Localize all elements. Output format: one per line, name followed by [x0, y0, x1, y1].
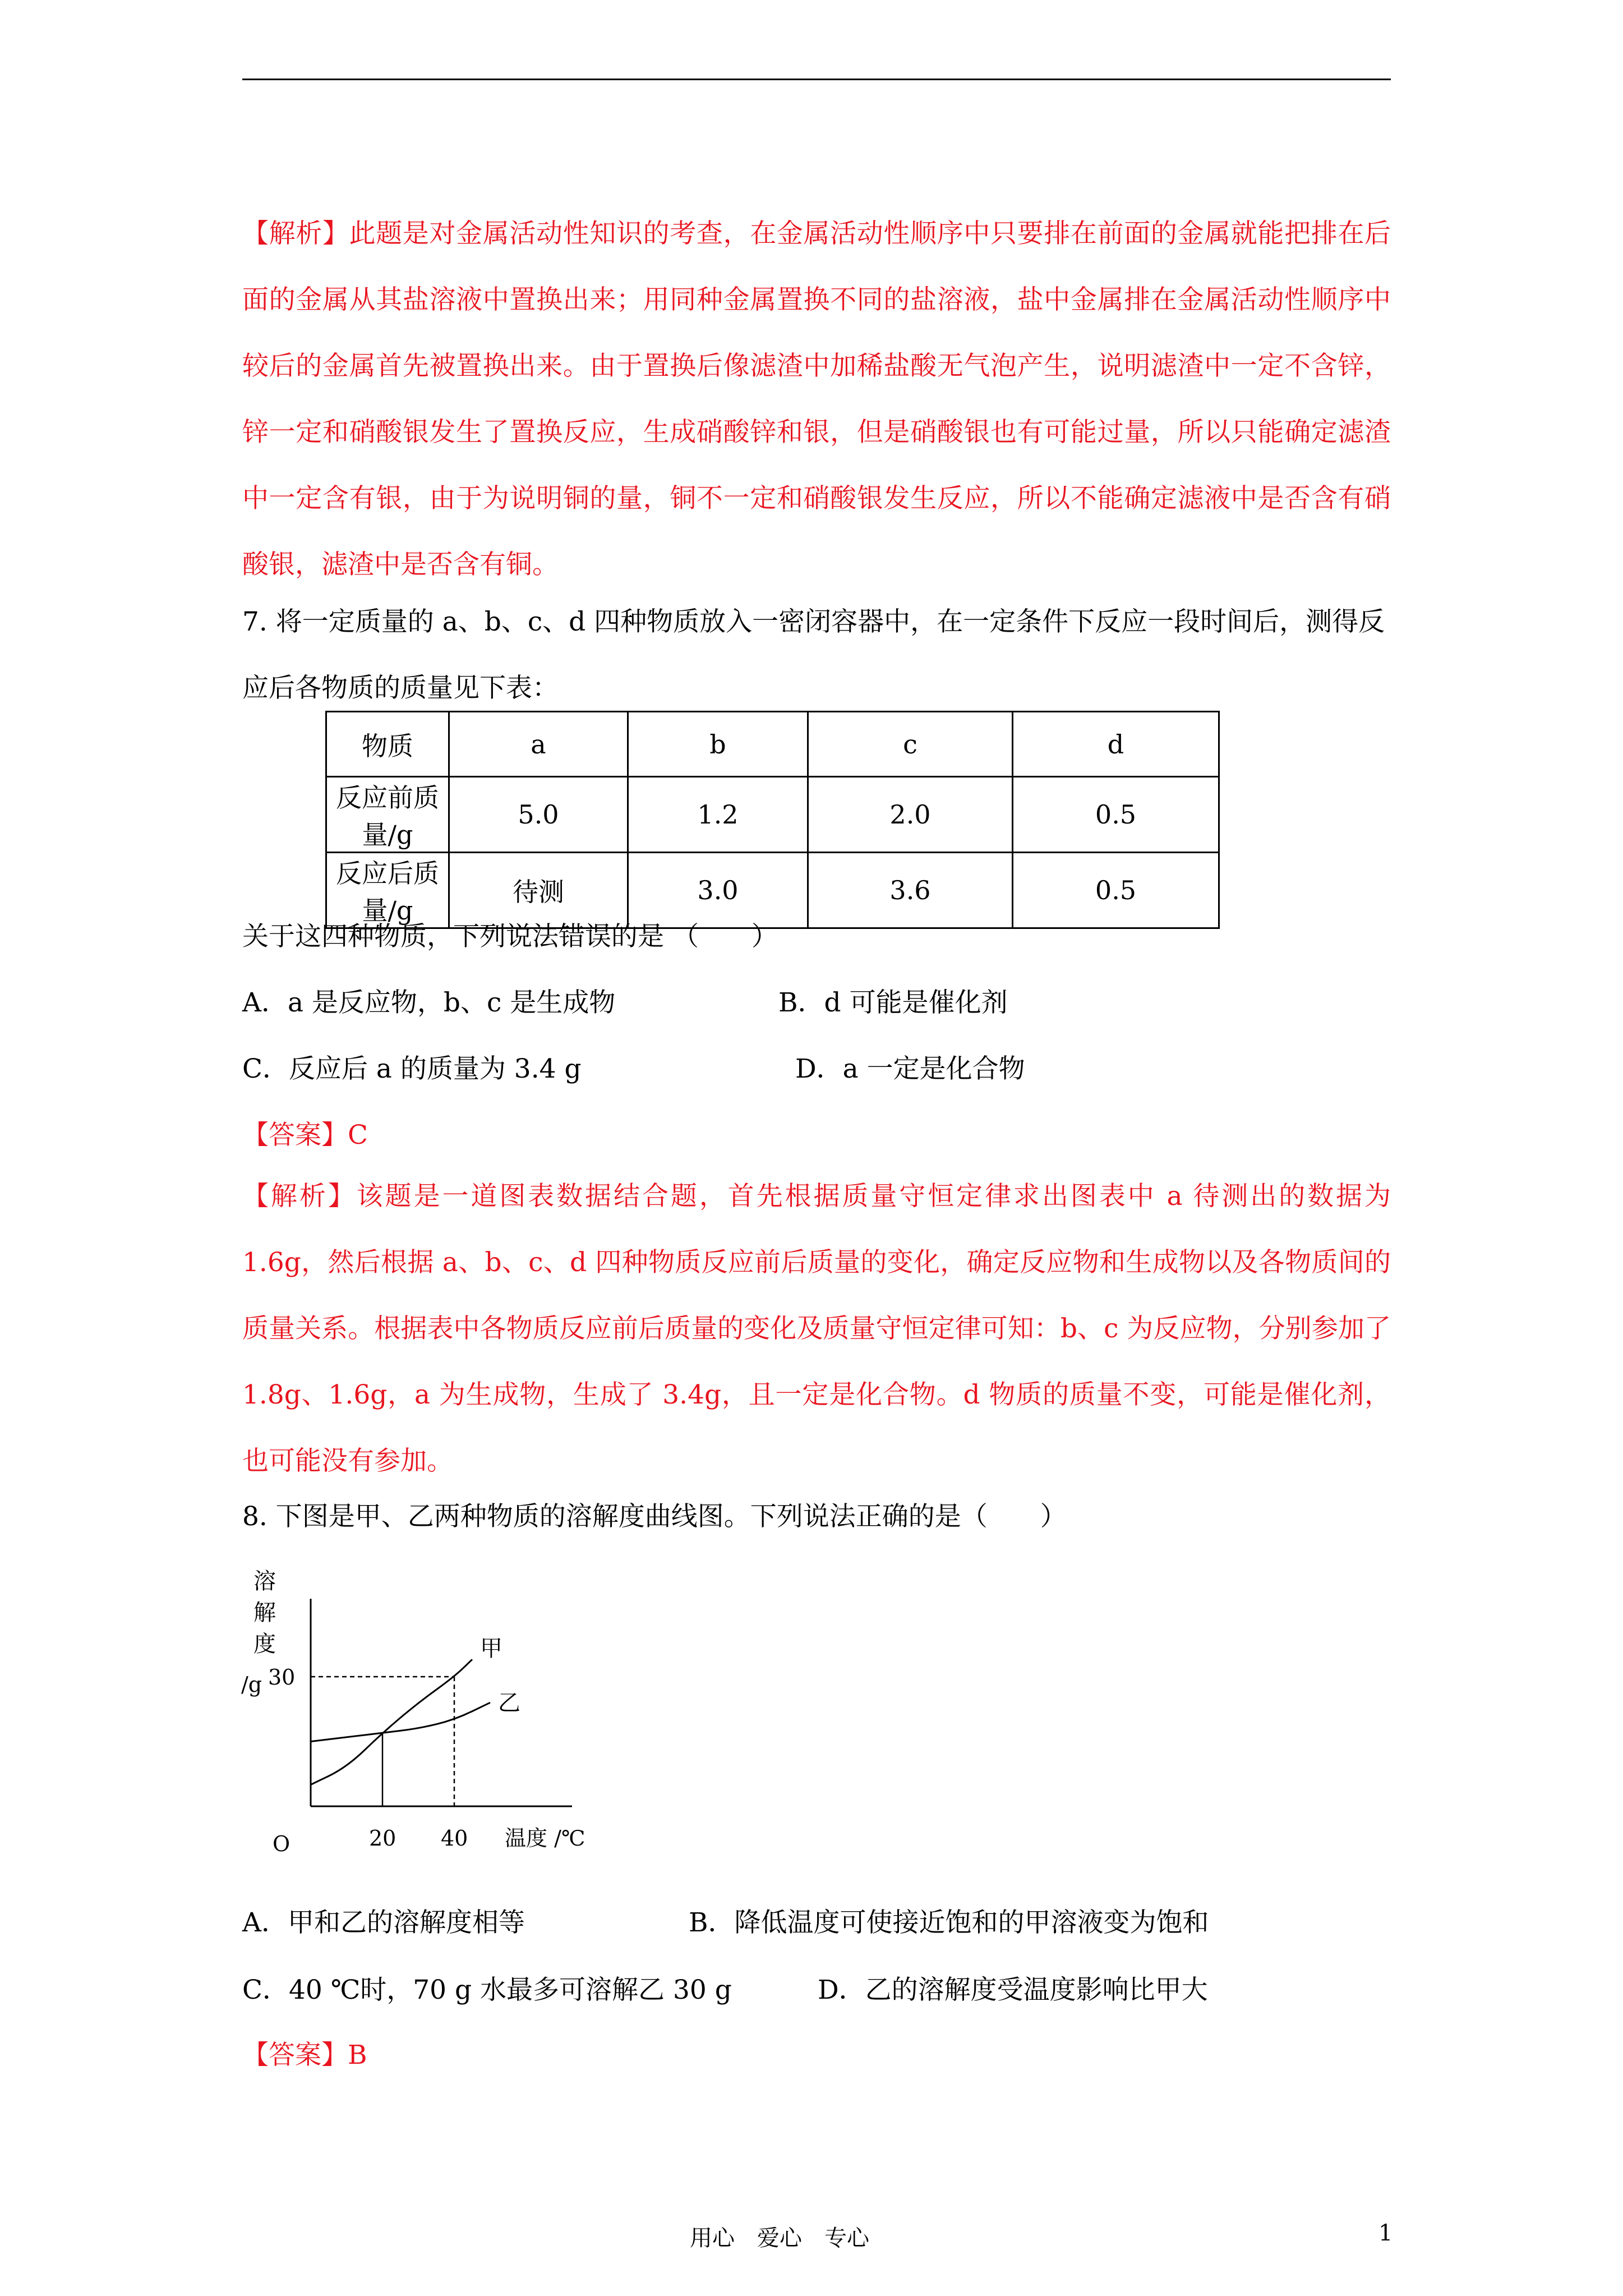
- series-label: 甲: [480, 1636, 502, 1662]
- y-tick-label: 30: [268, 1665, 296, 1690]
- q8-option-c: C．40 ℃时，70 g 水最多可溶解乙 30 g: [242, 1975, 732, 2005]
- q7-option-a: A．a 是反应物，b、c 是生成物: [242, 987, 616, 1018]
- table-cell: 3.6: [808, 853, 1013, 928]
- table-cell: 反应前质量/g: [326, 777, 449, 853]
- q7-option-d: D．a 一定是化合物: [795, 1053, 1025, 1084]
- table-header-row: [326, 712, 1219, 777]
- q8-option-b: B．降低温度可使接近饱和的甲溶液变为饱和: [689, 1907, 1209, 1938]
- y-axis-label-char: 度: [253, 1631, 276, 1657]
- x-tick-label: 20: [369, 1826, 396, 1851]
- table-row: [326, 777, 1219, 853]
- q8-option-d: D．乙的溶解度受温度影响比甲大: [818, 1975, 1208, 2005]
- table-cell: 2.0: [808, 777, 1013, 853]
- table-header-cell: b: [628, 712, 808, 777]
- x-tick-label: 40: [441, 1826, 468, 1851]
- table-cell: 0.5: [1013, 853, 1219, 928]
- footer-motto: 用心 爱心 专心: [690, 2225, 869, 2251]
- mass-table: [325, 711, 1220, 929]
- q7-answer: 【答案】C: [242, 1120, 368, 1151]
- table-cell: 0.5: [1013, 777, 1219, 853]
- q7-question: 关于这四种物质，下列说法错误的是 （ ）: [242, 921, 778, 952]
- page-number: 1: [1378, 2220, 1393, 2246]
- y-axis-label-char: 解: [253, 1600, 276, 1626]
- table-header-cell: 物质: [326, 712, 449, 777]
- table-header-cell: a: [449, 712, 628, 777]
- series-curve-jia: [311, 1659, 472, 1784]
- q8-option-a: A．甲和乙的溶解度相等: [242, 1907, 525, 1938]
- q8-stem: 8. 下图是甲、乙两种物质的溶解度曲线图。下列说法正确的是（ ）: [242, 1501, 1067, 1532]
- series-label: 乙: [498, 1690, 520, 1717]
- y-axis-unit: /g: [241, 1672, 262, 1697]
- x-axis-label: 温度 /℃: [505, 1826, 585, 1851]
- solubility-chart: [241, 1565, 623, 1879]
- table-cell: 3.0: [628, 853, 808, 928]
- q8-answer: 【答案】B: [242, 2040, 367, 2070]
- q6-analysis: 【解析】此题是对金属活动性知识的考查，在金属活动性顺序中只要排在前面的金属就能把排在后面的金属从其盐溶液中置换出来；用同种金属置换不同的盐溶液，盐中金属排在金属活动性顺序中较后的金属首先被置换出来。由于置换后像滤渣中加稀盐酸无气泡产生，说明滤渣中一定不含锌，锌一定和硝酸银发生了置换反应，生成硝酸锌和银，但是硝酸银也有可能过量，所以只能确定滤渣中一定含有银，由于为说明铜的量，铜不一定和硝酸银发生反应，所以不能确定滤液中是否含有硝酸银，滤渣中是否含有铜。: [242, 218, 1391, 580]
- table-header-cell: d: [1013, 712, 1219, 777]
- y-axis-label-char: 溶: [253, 1568, 276, 1594]
- table-header-cell: c: [808, 712, 1013, 777]
- q7-stem: 7. 将一定质量的 a、b、c、d 四种物质放入一密闭容器中，在一定条件下反应一段时间后，测得反应后各物质的质量见下表：: [242, 606, 1385, 703]
- q7-option-b: B．d 可能是催化剂: [778, 987, 1008, 1018]
- origin-label: O: [273, 1832, 291, 1856]
- table-cell: 待测: [449, 853, 628, 928]
- q7-option-c: C．反应后 a 的质量为 3.4 g: [242, 1053, 582, 1084]
- table-cell: 反应后质量/g: [326, 853, 449, 928]
- header-rule: [242, 79, 1391, 80]
- table-cell: 1.2: [628, 777, 808, 853]
- series-curve-yi: [311, 1703, 490, 1741]
- table-cell: 5.0: [449, 777, 628, 853]
- q7-analysis: 【解析】该题是一道图表数据结合题，首先根据质量守恒定律求出图表中 a 待测出的数据为 1.6g，然后根据 a、b、c、d 四种物质反应前后质量的变化，确定反应物和生成物以及各物质间的质量关系。根据表中各物质反应前后质量的变化及质量守恒定律可知：b、c 为反应物，分别参加了 1.8g、1.6g，a 为生成物，生成了 3.4g，且一定是化合物。d 物质的质量不变，可能是催化剂，也可能没有参加。: [242, 1181, 1391, 1476]
